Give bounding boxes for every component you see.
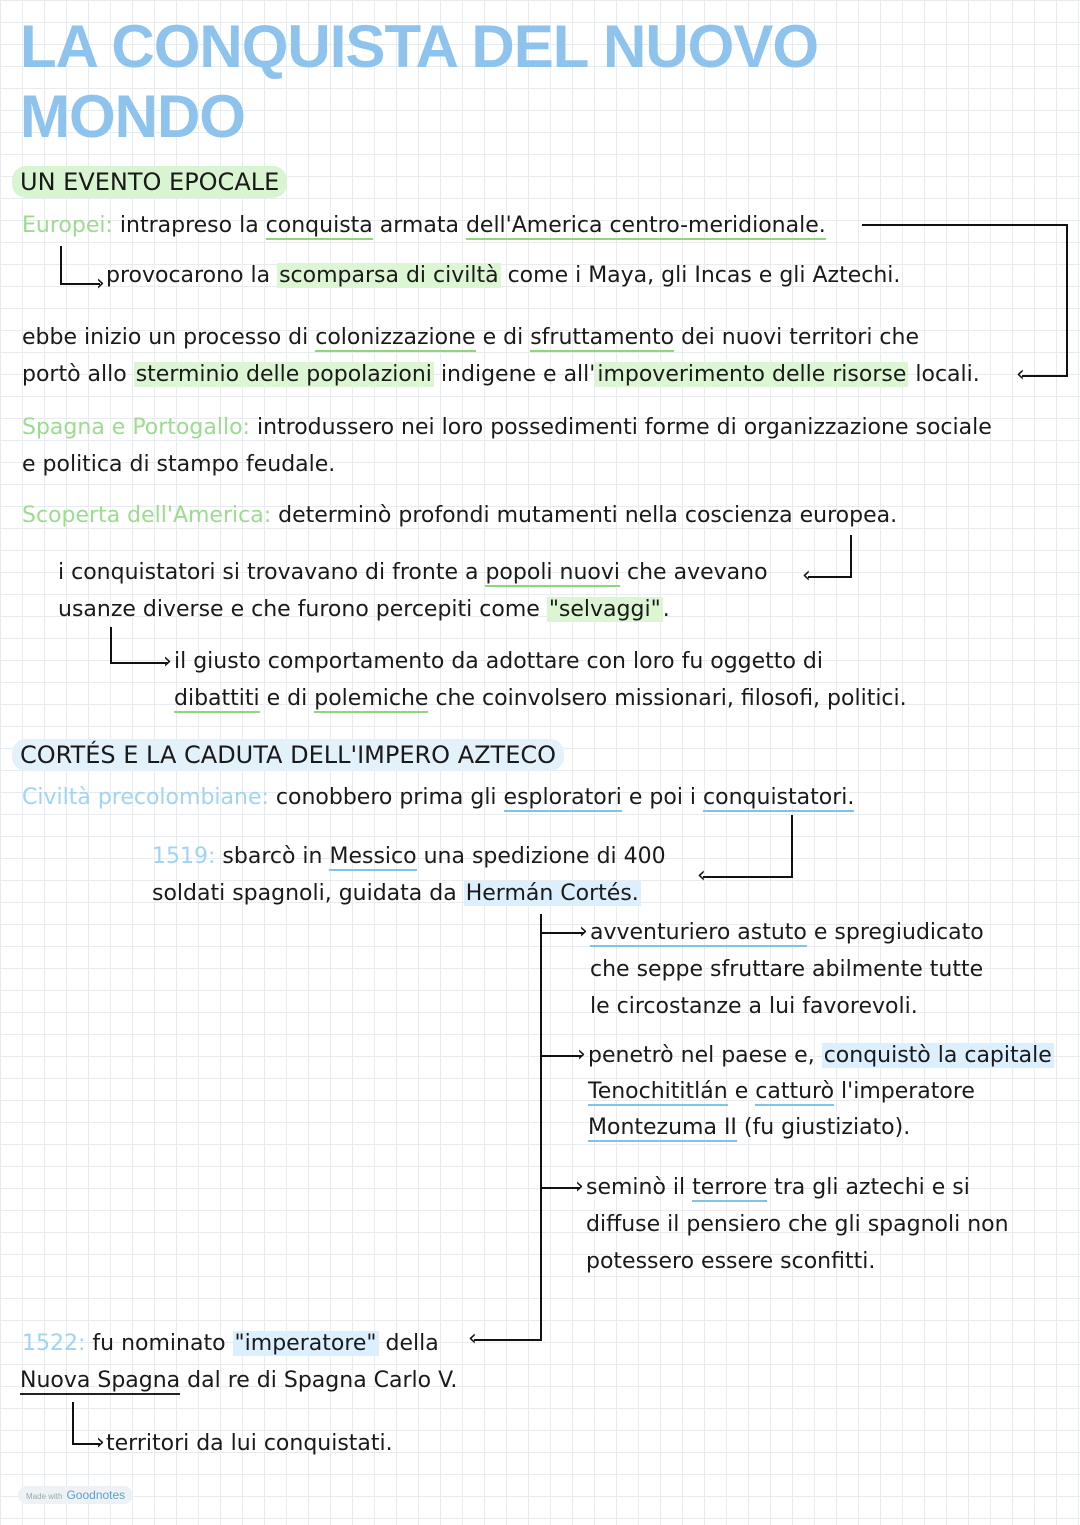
- processo-mid: e di: [482, 325, 524, 350]
- badge-brand: Goodnotes: [66, 1488, 126, 1502]
- europei-armata: armata: [379, 213, 459, 238]
- europei-label: Europei:: [22, 213, 113, 238]
- connector-line: [540, 914, 542, 1340]
- b2-line1: [588, 1037, 1054, 1074]
- civilta-text: conobbero prima gli: [275, 785, 497, 810]
- avventuriero: avventuriero astuto: [590, 920, 807, 945]
- dibattiti: dibattiti: [174, 686, 260, 711]
- arrow-right-icon: ›: [577, 1042, 586, 1067]
- porto-mid: indigene e all': [440, 362, 596, 387]
- conquisto-capitale: conquistò la capitale: [823, 1043, 1052, 1068]
- spagna-line2: e politica di stampo feudale.: [22, 452, 336, 477]
- arrow-left-icon: ‹: [802, 563, 811, 588]
- civilta-label: Civiltà precolombiane:: [22, 785, 269, 810]
- imperatore-highlight: "imperatore": [234, 1331, 377, 1356]
- civilta-line: [22, 779, 854, 816]
- usanze-text: usanze diverse e che furono percepiti come: [58, 597, 540, 622]
- terrore: terrore: [692, 1175, 768, 1200]
- b2-line3: [588, 1109, 910, 1146]
- tenochtitlan: Tenochititlán: [588, 1079, 728, 1104]
- porto-impoverimento: impoverimento delle risorse: [597, 362, 907, 387]
- giusto-mid: e di: [266, 686, 308, 711]
- giusto-line2: [174, 680, 907, 717]
- selvaggi-highlight: "selvaggi": [548, 597, 661, 622]
- connector-line: [703, 876, 793, 878]
- scoperta-label: Scoperta dell'America:: [22, 503, 272, 528]
- connector-line: [850, 535, 852, 577]
- processo-colonizzazione: colonizzazione: [315, 325, 476, 350]
- porto-line: [22, 356, 980, 393]
- europei-line: [22, 207, 826, 244]
- connector-line: [1022, 375, 1068, 377]
- soldati-text: soldati spagnoli, guidata da: [152, 881, 457, 906]
- porto-text: portò allo: [22, 362, 127, 387]
- popoli-nuovi: popoli nuovi: [485, 560, 621, 585]
- y1522-text: fu nominato: [92, 1331, 226, 1356]
- connector-line: [110, 662, 168, 664]
- b1-line3: le circostanze a lui favorevoli.: [590, 994, 918, 1019]
- provocarono-highlight: scomparsa di civiltà: [279, 263, 499, 288]
- arrow-left-icon: ‹: [468, 1326, 477, 1351]
- conquistatori-line1: [58, 554, 768, 591]
- connector-line: [862, 224, 1068, 226]
- scoperta-text: determinò profondi mutamenti nella coscienza europea.: [278, 503, 898, 528]
- europei-america: dell'America centro-meridionale.: [465, 213, 826, 238]
- provocarono-civilta: come i Maya, gli Incas e gli Aztechi.: [507, 263, 901, 288]
- y1519-label: 1519:: [152, 844, 216, 869]
- processo-text: ebbe inizio un processo di: [22, 325, 309, 350]
- b1-post: e spregiudicato: [813, 920, 984, 945]
- badge-made: Made with: [26, 1492, 63, 1501]
- y1522-line2: [20, 1362, 457, 1399]
- connector-line: [72, 1402, 74, 1444]
- catturo: catturò: [755, 1079, 835, 1104]
- europei-text: intrapreso la: [119, 213, 259, 238]
- b3-line3: potessero essere sconfitti.: [586, 1249, 876, 1274]
- esploratori: esploratori: [503, 785, 622, 810]
- y1522-post2: dal re di Spagna Carlo V.: [187, 1368, 458, 1393]
- conquistatori-line2: [58, 591, 670, 628]
- arrow-right-icon: ›: [579, 919, 588, 944]
- y1519-line1: [152, 838, 666, 875]
- section-heading-evento: UN EVENTO EPOCALE: [12, 166, 287, 198]
- section-heading-cortes: CORTÉS E LA CADUTA DELL'IMPERO AZTECO: [12, 739, 564, 771]
- giusto-line1: il giusto comportamento da adottare con loro fu oggetto di: [174, 649, 823, 674]
- messico: Messico: [329, 844, 417, 869]
- provocarono-line: [106, 257, 900, 294]
- b3-text: seminò il: [586, 1175, 686, 1200]
- connector-line: [1066, 224, 1068, 376]
- connector-line: [808, 576, 852, 578]
- scoperta-line: [22, 497, 897, 534]
- provocarono-text: provocarono la: [106, 263, 271, 288]
- connector-line: [110, 627, 112, 663]
- porto-locali: locali.: [915, 362, 980, 387]
- processo-post: dei nuovi territori che: [681, 325, 920, 350]
- connector-line: [540, 1187, 580, 1189]
- europei-conquista: conquista: [265, 213, 373, 238]
- y1522-label: 1522:: [22, 1331, 86, 1356]
- goodnotes-badge: [18, 1486, 133, 1504]
- selvaggi-period: .: [662, 597, 670, 622]
- porto-sterminio: sterminio delle popolazioni: [135, 362, 432, 387]
- b2-text: penetrò nel paese e,: [588, 1043, 815, 1068]
- page-title-line1: LA CONQUISTA DEL NUOVO: [20, 13, 819, 80]
- arrow-right-icon: ›: [96, 1430, 105, 1455]
- processo-line: [22, 319, 919, 356]
- connector-line: [540, 932, 584, 934]
- civilta-mid: e poi i: [628, 785, 697, 810]
- polemiche: polemiche: [314, 686, 429, 711]
- b2-mid: e: [734, 1079, 749, 1104]
- spagna-line1: [22, 409, 992, 446]
- montezuma: Montezuma II: [588, 1115, 737, 1140]
- spagna-text: introdussero nei loro possedimenti forme di organizzazione sociale: [256, 415, 992, 440]
- y1519-line2: [152, 875, 641, 912]
- territori-line: territori da lui conquistati.: [106, 1431, 393, 1456]
- y1522-line1: [22, 1325, 439, 1362]
- b2-post: l'imperatore: [841, 1079, 975, 1104]
- conquistatori-text: i conquistatori si trovavano di fronte a: [58, 560, 479, 585]
- arrow-right-icon: ›: [575, 1174, 584, 1199]
- arrow-left-icon: ‹: [1016, 362, 1025, 387]
- connector-line: [474, 1339, 542, 1341]
- b1-line2: che seppe sfruttare abilmente tutte: [590, 957, 984, 982]
- b3-line2: diffuse il pensiero che gli spagnoli non: [586, 1212, 1009, 1237]
- b3-line1: [586, 1169, 970, 1206]
- page-title-line2: MONDO: [20, 83, 245, 150]
- giusto-post: che coinvolsero missionari, filosofi, politici.: [435, 686, 907, 711]
- y1522-post: della: [385, 1331, 439, 1356]
- connector-line: [540, 1055, 582, 1057]
- arrow-left-icon: ‹: [697, 863, 706, 888]
- y1519-text: sbarcò in: [222, 844, 323, 869]
- y1519-post: una spedizione di 400: [423, 844, 666, 869]
- conquistatori: conquistatori.: [703, 785, 855, 810]
- connector-line: [60, 246, 62, 284]
- spagna-label: Spagna e Portogallo:: [22, 415, 250, 440]
- herman-cortes: Hermán Cortés.: [465, 881, 639, 906]
- conquistatori-post: che avevano: [627, 560, 768, 585]
- connector-line: [791, 815, 793, 877]
- b3-post: tra gli aztechi e si: [774, 1175, 970, 1200]
- b2-post2: (fu giustiziato).: [743, 1115, 911, 1140]
- nuova-spagna: Nuova Spagna: [20, 1368, 181, 1393]
- b1-line1: [590, 914, 984, 951]
- b2-line2: [588, 1073, 975, 1110]
- connector-line: [60, 283, 100, 285]
- processo-sfruttamento: sfruttamento: [530, 325, 675, 350]
- arrow-right-icon: ›: [163, 649, 172, 674]
- arrow-right-icon: ›: [96, 271, 105, 296]
